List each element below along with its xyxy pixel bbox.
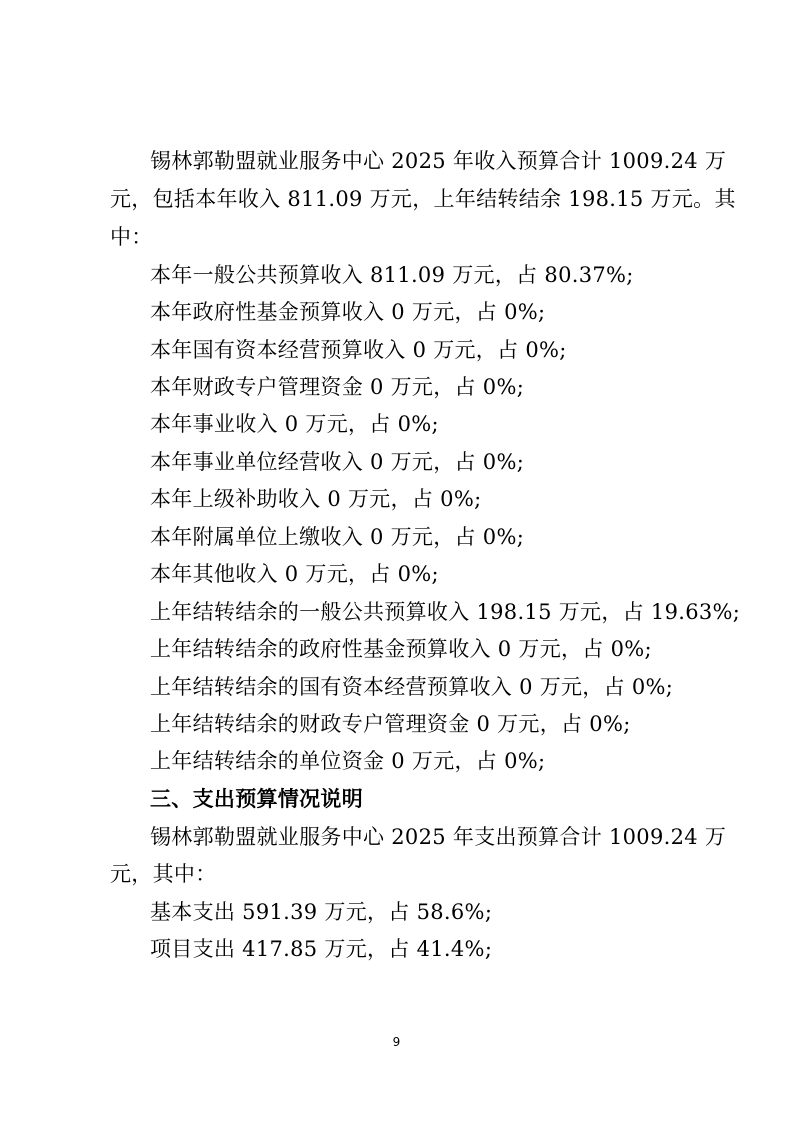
income-item: 本年国有资本经营预算收入 0 万元，占 0%; [150,338,567,362]
income-intro-line-3: 中： [110,225,153,249]
expenditure-item: 基本支出 591.39 万元，占 58.6%; [150,900,493,924]
income-item: 上年结转结余的政府性基金预算收入 0 万元，占 0%; [150,637,652,661]
section-heading: 三、支出预算情况说明 [150,786,363,811]
page-number: 9 [392,1035,401,1049]
expenditure-item: 项目支出 417.85 万元，占 41.4%; [150,937,493,961]
income-intro-line-1: 锡林郭勒盟就业服务中心 2025 年收入预算合计 1009.24 万 [150,149,727,173]
income-item: 本年一般公共预算收入 811.09 万元，占 80.37%; [150,263,634,287]
income-item: 本年其他收入 0 万元，占 0%; [150,562,439,586]
income-item: 本年上级补助收入 0 万元，占 0%; [150,487,482,511]
expenditure-intro-line-1: 锡林郭勒盟就业服务中心 2025 年支出预算合计 1009.24 万 [150,825,727,849]
income-item: 上年结转结余的一般公共预算收入 198.15 万元，占 19.63%; [150,600,741,624]
income-item: 本年政府性基金预算收入 0 万元，占 0%; [150,300,546,324]
income-item: 本年事业单位经营收入 0 万元，占 0%; [150,450,525,474]
income-item: 上年结转结余的单位资金 0 万元，占 0%; [150,749,546,773]
income-item: 本年附属单位上缴收入 0 万元，占 0%; [150,525,525,549]
expenditure-intro-line-2: 元，其中： [110,862,217,886]
income-item: 本年事业收入 0 万元，占 0%; [150,412,439,436]
income-intro-line-2: 元，包括本年收入 811.09 万元，上年结转结余 198.15 万元。其 [110,187,736,211]
income-item: 上年结转结余的财政专户管理资金 0 万元，占 0%; [150,712,631,736]
income-item: 上年结转结余的国有资本经营预算收入 0 万元，占 0%; [150,675,674,699]
income-item: 本年财政专户管理资金 0 万元，占 0%; [150,375,525,399]
